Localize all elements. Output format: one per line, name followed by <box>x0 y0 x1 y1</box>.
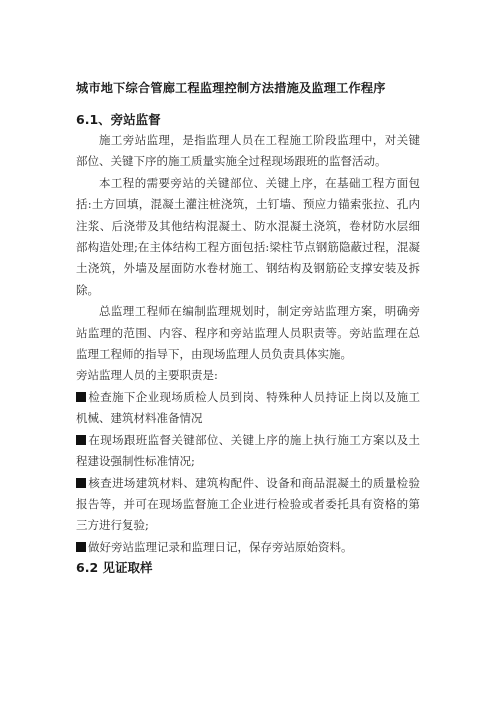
section-heading-6-1: 6.1、旁站监督 <box>76 112 161 127</box>
duty-text: 在现场跟班监督关键部位、关键上序的施上执行施工方案以及土程建设强制性标准情况; <box>76 432 420 469</box>
duty-item <box>76 473 420 537</box>
section-heading-6-2: 6.2 见证取样 <box>76 560 153 576</box>
paragraph-definition: 施工旁站监理，是指监理人员在工程施工阶段监理中，对关键部位、关键下序的施工质量实施全过程现场跟班的监督活动。 <box>76 133 420 169</box>
duty-text: 检查施下企业现场质检人员到岗、特殊种人员持证上岗以及施工机械、建筑材料准备情况 <box>76 389 420 426</box>
document-title: 城市地下综合管廊工程监理控制方法措施及监理工作程序 <box>76 81 386 95</box>
duty-item <box>76 430 420 473</box>
duty-item <box>76 387 420 430</box>
duty-text: 核查进场建筑材料、建筑构配件、设备和商品混凝土的质量检验报告等，并可在现场监督施工企业进行检验或者委托具有资格的第三方进行复验; <box>76 475 420 533</box>
square-bullet-icon <box>76 542 86 552</box>
paragraph-key-parts: 本工程的需要旁站的关键部位、关键上序，在基础工程方面包括:土方回填，混凝土灌注桩浇筑，土钉墙、预应力锚索张拉、孔内注浆、后浇带及其他结构混凝土、防水混凝土浇筑，卷材防水层细部构造处理;在主体结构工程方面包括:梁柱节点钢筋隐蔽过程，混凝土浇筑，外墙及屋面防水卷材施工、钢结构及钢筋砼支撑安装及拆除。 <box>76 175 420 297</box>
duties-intro: 旁站监理人员的主要职责是: <box>76 368 218 383</box>
square-bullet-icon <box>76 435 86 445</box>
duty-item <box>76 537 420 558</box>
square-bullet-icon <box>76 392 86 402</box>
document-body <box>76 110 420 578</box>
square-bullet-icon <box>76 478 86 488</box>
duty-text: 做好旁站监理记录和监理日记，保存旁站原始资料。 <box>88 539 353 554</box>
paragraph-supervision-plan: 总监理工程师在编制监理规划时，制定旁站监理方案，明确旁站监理的范围、内容、程序和旁站监理人员职责等。旁站监理在总监理工程师的指导下，由现场监理人员负责具体实施。 <box>76 304 420 362</box>
